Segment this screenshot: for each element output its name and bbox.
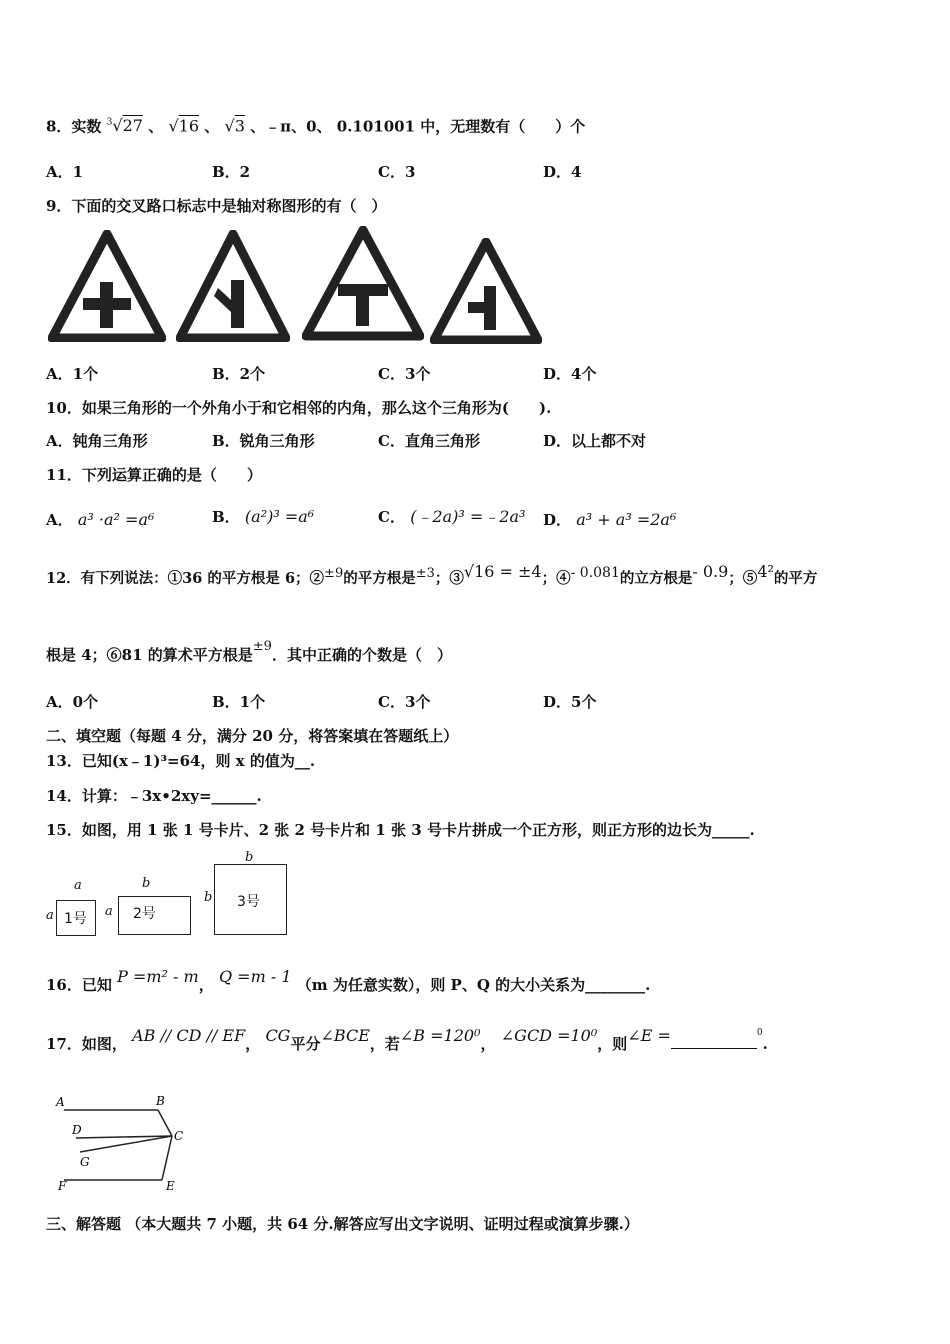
text: 16．已知 (46, 976, 112, 994)
section3-heading: 三、解答题 （本大题共 7 小题，共 64 分.解答应写出文字说明、证明过程或演算步骤.） (46, 1215, 639, 1233)
q12-option-a: A．0个 (46, 693, 99, 711)
q10-option-a: A．钝角三角形 (46, 432, 148, 450)
q10-option-c: C．直角三角形 (378, 432, 480, 450)
point-e: E (166, 1179, 175, 1193)
text: 17．如图， (46, 1035, 127, 1053)
q10-option-b: B．锐角三角形 (212, 432, 315, 450)
q12-option-b: B．1个 (212, 693, 266, 711)
text: ；③ (434, 570, 464, 587)
math: ∠B =120⁰ (399, 1026, 481, 1045)
q17-stem (46, 1026, 768, 1057)
q8-option-b: B．2 (212, 163, 251, 181)
q8-option-a: A．1 (46, 163, 84, 181)
text: 12．有下列说法：①36 的平方根是 6；② (46, 570, 325, 587)
q8-option-c: C．3 (378, 163, 416, 181)
q9-stem: 9．下面的交叉路口标志中是轴对称图形的有（ ） (46, 197, 387, 215)
q8-sqrt3: √3 (224, 116, 245, 136)
label-a: a (105, 904, 113, 919)
text: ， (198, 976, 214, 994)
q11-option-a (46, 510, 154, 530)
q12-option-d: D．5个 (543, 693, 597, 711)
q12-option-c: C．3个 (378, 693, 431, 711)
text: ， (480, 1035, 496, 1053)
section2-heading: 二、填空题（每题 4 分，满分 20 分，将答案填在答题纸上） (46, 727, 459, 745)
answer-blank (671, 1048, 757, 1049)
math: - 0.9 (692, 562, 729, 581)
point-b: B (156, 1094, 165, 1108)
label-b: b (245, 850, 254, 865)
math: ±9 (252, 639, 272, 654)
text: 根是 4；⑥81 的算术平方根是 (46, 646, 253, 664)
card-1-label: 1号 (64, 911, 87, 927)
q8-tail: 、﹣π、0、 0.101001 中，无理数有（ ）个 (250, 117, 586, 136)
math: ±3 (415, 566, 435, 581)
math: AB // CD // EF (132, 1026, 246, 1045)
degree: 0 (756, 1028, 763, 1038)
radicand: 16 (178, 116, 200, 136)
q9-option-a: A．1个 (46, 365, 99, 383)
math: CG (265, 1026, 291, 1045)
q12-line1 (46, 562, 818, 590)
math-p: P =m² - m (117, 967, 199, 986)
option-label: A． (46, 511, 73, 529)
text: ，则 (597, 1035, 628, 1053)
point-f: F (58, 1179, 67, 1193)
text: ；⑤ (728, 570, 758, 587)
text: 的平方根是 (343, 570, 416, 587)
q17-parallel-lines-figure (50, 1090, 200, 1195)
label-a: a (74, 878, 82, 893)
point-g: G (80, 1155, 90, 1169)
radicand: 3 (234, 116, 245, 136)
math: ±9 (324, 566, 344, 581)
point-a: A (56, 1095, 65, 1109)
q8-option-d: D．4 (543, 163, 582, 181)
sep: 、 (204, 117, 220, 136)
q10-stem: 10．如果三角形的一个外角小于和它相邻的内角，那么这个三角形为( ). (46, 399, 552, 417)
point-c: C (174, 1129, 184, 1143)
q10-option-d: D．以上都不对 (543, 432, 647, 450)
q8-stem (46, 113, 585, 136)
road-sign-left-junction (430, 238, 542, 344)
option-expr: a³ + a³ =2a⁶ (576, 510, 677, 529)
math: ∠E = (627, 1026, 671, 1045)
option-expr: (﹣2a)³ =﹣2a³ (410, 507, 526, 526)
math: √16 = ±4 (463, 562, 542, 581)
radicand: 27 (122, 116, 143, 136)
point-d: D (72, 1123, 82, 1137)
option-expr: (a²)³ =a⁶ (244, 507, 315, 526)
math-q: Q =m - 1 (218, 967, 292, 986)
q11-stem: 11．下列运算正确的是（ ） (46, 466, 262, 484)
option-label: C． (378, 508, 405, 526)
q16-stem (46, 967, 651, 995)
text: ．其中正确的个数是（ ） (271, 646, 452, 664)
card-2-label: 2号 (133, 906, 156, 922)
q13-stem: 13．已知(x﹣1)³=64，则 x 的值为__. (46, 752, 316, 770)
text: 的立方根是 (619, 570, 693, 587)
q8-prefix: 8．实数 (46, 117, 102, 136)
option-label: D． (543, 511, 572, 529)
q15-stem: 15．如图，用 1 张 1 号卡片、2 张 2 号卡片和 1 张 3 号卡片拼成一个正方形，则正方形的边长为_____. (46, 821, 755, 839)
card-3-label: 3号 (237, 894, 260, 910)
math: - 0.081 (570, 565, 620, 581)
option-expr: a³ ·a² =a⁶ (77, 510, 155, 529)
card-3 (214, 864, 287, 935)
card-1 (56, 900, 96, 936)
text: . (762, 1035, 768, 1053)
q12-line2 (46, 639, 452, 667)
q11-option-d (543, 510, 676, 530)
q11-option-c (378, 507, 525, 527)
q9-option-d: D．4个 (543, 365, 597, 383)
label-a: a (46, 908, 54, 923)
math: 4² (757, 562, 774, 581)
q9-option-c: C．3个 (378, 365, 431, 383)
road-sign-t-junction (302, 226, 424, 342)
q14-stem: 14．计算：﹣3x•2xy=______. (46, 787, 262, 805)
text: ， (245, 1035, 261, 1053)
text: 平分 (290, 1035, 321, 1053)
option-label: B． (212, 508, 240, 526)
road-sign-crossroad (48, 230, 166, 342)
q8-sqrt16: √16 (168, 116, 200, 136)
q9-option-b: B．2个 (212, 365, 266, 383)
text: 的平方 (773, 570, 818, 587)
label-b: b (142, 876, 151, 891)
q11-option-b (212, 507, 314, 527)
root-index: 3 (106, 118, 113, 128)
q8-cube-root: $^3$√27 (106, 116, 143, 136)
road-sign-side-road (176, 230, 290, 342)
card-2 (118, 896, 191, 935)
math: ∠GCD =10⁰ (500, 1026, 598, 1045)
text: （m 为任意实数），则 P、Q 的大小关系为________. (296, 976, 651, 994)
label-b: b (204, 890, 213, 905)
math: ∠BCE (320, 1026, 370, 1045)
sep: 、 (148, 117, 164, 136)
text: ；④ (541, 570, 571, 587)
text: ，若 (369, 1035, 400, 1053)
